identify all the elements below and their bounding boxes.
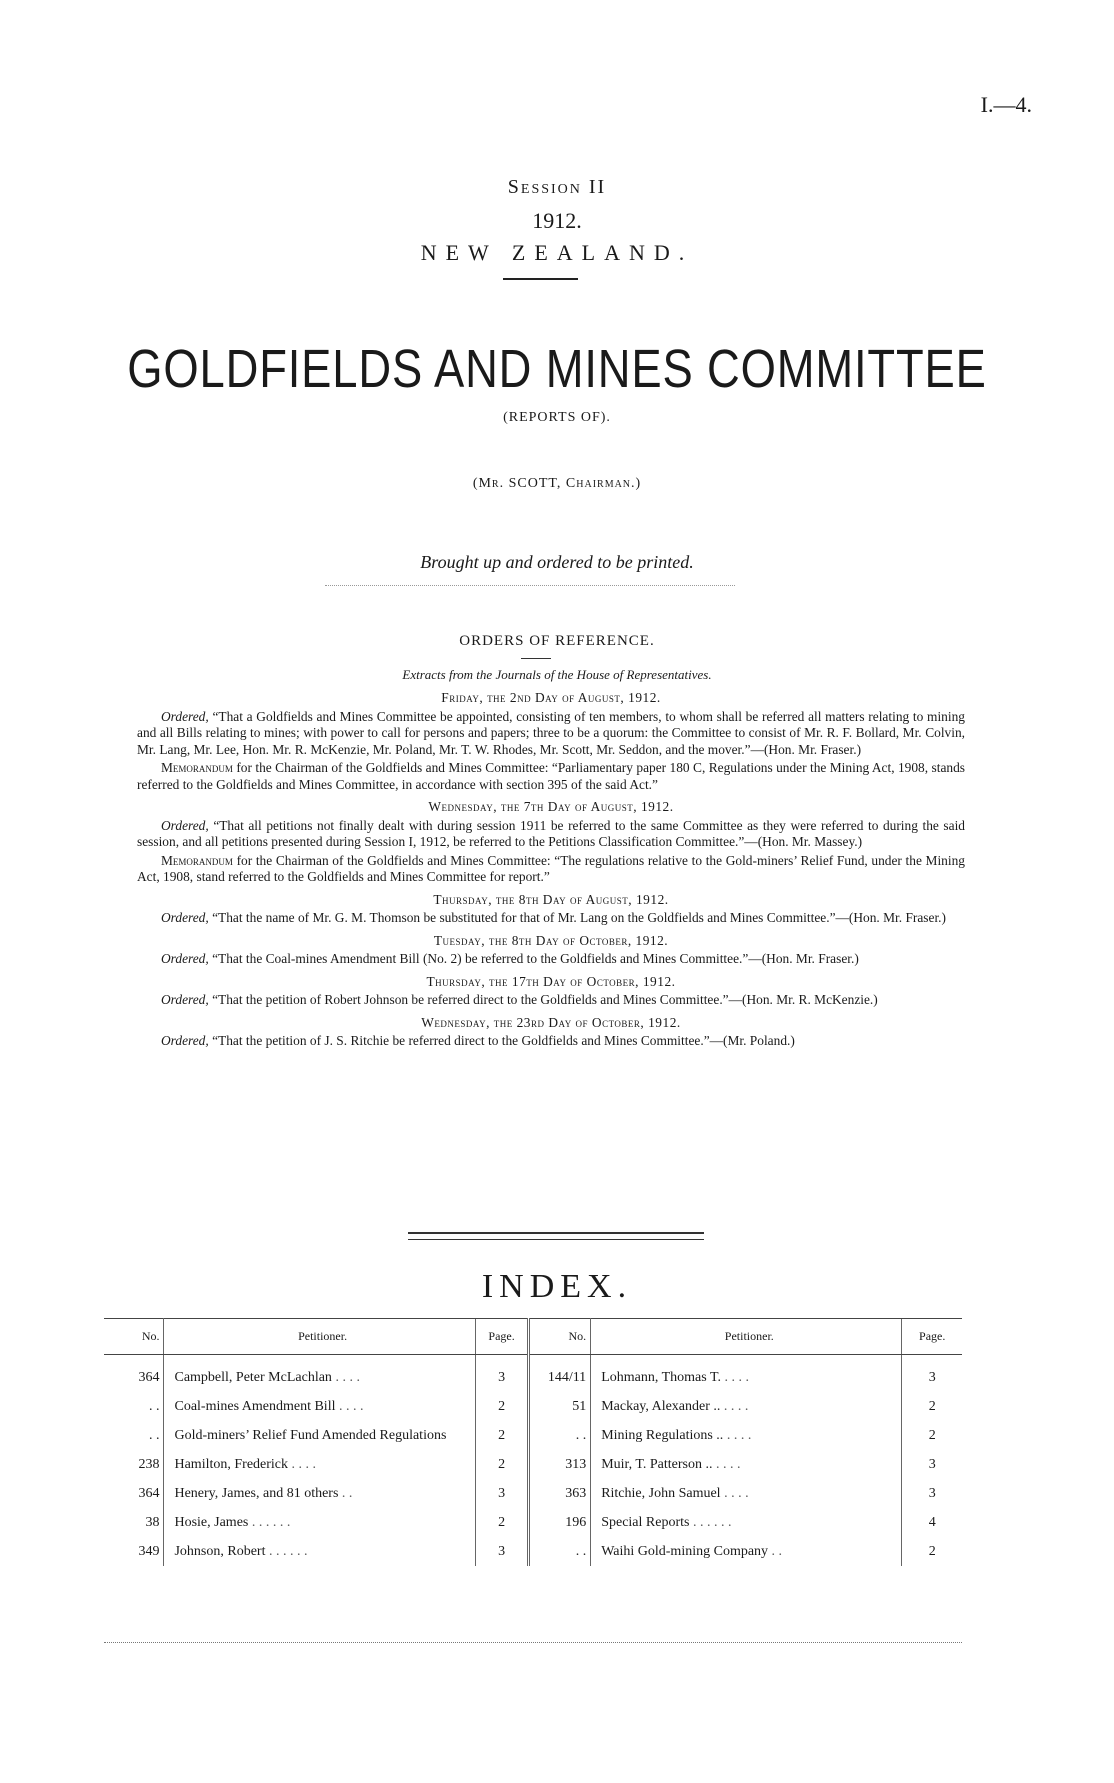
divider	[521, 658, 551, 659]
order-paragraph: Ordered, “That all petitions not finally dealt with during session 1911 be referred to the same Committee as they were referred to during the said session, and all petitions presented during Session I, 1912, be referred to the Petitions Classification Committee.”—(Hon. Mr. Massey.)	[137, 817, 965, 849]
order-date: Tuesday, the 8th Day of October, 1912.	[433, 932, 669, 948]
order-paragraph: Ordered, “That a Goldfields and Mines Committee be appointed, consisting of ten members, to whom shall be referred all matters relating to mining and all Bills relating to mines; with power to call for persons and papers; three to be a quorum: the Committee to consist of Mr. R. F. Bollard, Mr. Colvin, Mr. Lang, Mr. Lee, Hon. Mr. R. McKenzie, Mr. Poland, Mr. T. W. Rhodes, Mr. Scott, Mr. Seddon, and the mover.”—(Hon. Mr. Fraser.)	[137, 708, 965, 757]
order-date: Wednesday, the 7th Day of August, 1912.	[428, 799, 674, 814]
table-row: . . Gold-miners’ Relief Fund Amended Regulations 2 . . Mining Regulations .. . . . . 2	[104, 1421, 962, 1450]
bottom-divider	[104, 1642, 962, 1643]
dotted-divider	[325, 585, 735, 586]
paper-reference: I.—4.	[980, 92, 1032, 117]
double-divider	[408, 1232, 704, 1240]
chair-name: SCOTT,	[508, 476, 562, 491]
table-row: 38 Hosie, James . . . . . . 2 196 Special Reports . . . . . . 4	[104, 1508, 962, 1537]
table-row: . . Coal-mines Amendment Bill . . . . 2 51 Mackay, Alexander .. . . . . 2	[104, 1392, 962, 1421]
table-row: 349 Johnson, Robert . . . . . . 3 . . Waihi Gold-mining Company . . 2	[104, 1537, 962, 1566]
orders-body	[137, 690, 965, 1050]
order-paragraph: Ordered, “That the petition of Robert Johnson be referred direct to the Goldfields and Mines Committee.”—(Hon. Mr. R. McKenzie.)	[161, 992, 878, 1007]
chair-role: Chairman.)	[565, 476, 642, 491]
col-page: Page.	[902, 1319, 962, 1355]
table-row: 364 Campbell, Peter McLachlan . . . . 3 144/11 Lohmann, Thomas T. . . . . 3	[104, 1363, 962, 1392]
document-title: GOLDFIELDS AND MINES COMMITTEE	[127, 339, 987, 399]
order-date: Wednesday, the 23rd Day of October, 1912.	[421, 1014, 681, 1030]
order-date: Friday, the 2nd Day of August, 1912.	[441, 690, 661, 705]
chairman-line	[0, 476, 1114, 492]
extracts-line: Extracts from the Journals of the House of Representatives.	[402, 667, 712, 682]
col-page: Page.	[475, 1319, 529, 1355]
index-header-row	[104, 1319, 962, 1355]
country: NEW ZEALAND.	[420, 240, 694, 265]
order-paragraph: Ordered, “That the name of Mr. G. M. Thomson be substituted for that of Mr. Lang on the Goldfields and Mines Committee.”—(Hon. Mr. Fraser.)	[161, 910, 946, 925]
col-petitioner: Petitioner.	[164, 1319, 475, 1355]
col-no: No.	[104, 1319, 164, 1355]
brought-up-line: Brought up and ordered to be printed.	[420, 552, 694, 572]
document-subtitle: (REPORTS OF).	[503, 410, 611, 425]
index-title: INDEX.	[481, 1268, 633, 1305]
col-petitioner: Petitioner.	[591, 1319, 902, 1355]
divider	[503, 278, 578, 280]
memorandum-paragraph: Memorandum for the Chairman of the Goldfields and Mines Committee: “Parliamentary paper 180 C, Regulations under the Mining Act, 1908, stands referred to the Goldfields and Mines Committee, in accordance with section 395 of the said Act.”	[137, 760, 965, 792]
year: 1912.	[532, 208, 582, 233]
index-table	[104, 1318, 962, 1566]
session-label: Session II	[507, 176, 607, 198]
order-date: Thursday, the 17th Day of October, 1912.	[426, 973, 676, 989]
chair-prefix: (Mr.	[472, 476, 505, 491]
memorandum-paragraph: Memorandum for the Chairman of the Goldfields and Mines Committee: “The regulations relative to the Gold-miners’ Relief Fund, under the Mining Act, 1908, stand referred to the Goldfields and Mines Committee for report.”	[137, 852, 965, 884]
orders-heading: ORDERS OF REFERENCE.	[459, 633, 655, 649]
order-date: Thursday, the 8th Day of August, 1912.	[433, 891, 669, 907]
col-no: No.	[529, 1319, 591, 1355]
table-row: 238 Hamilton, Frederick . . . . 2 313 Muir, T. Patterson .. . . . . 3	[104, 1450, 962, 1479]
table-row: 364 Henery, James, and 81 others . . 3 363 Ritchie, John Samuel . . . . 3	[104, 1479, 962, 1508]
order-paragraph: Ordered, “That the petition of J. S. Ritchie be referred direct to the Goldfields and Mines Committee.”—(Mr. Poland.)	[161, 1033, 795, 1048]
order-paragraph: Ordered, “That the Coal-mines Amendment Bill (No. 2) be referred to the Goldfields and Mines Committee.”—(Hon. Mr. Fraser.)	[161, 951, 859, 966]
